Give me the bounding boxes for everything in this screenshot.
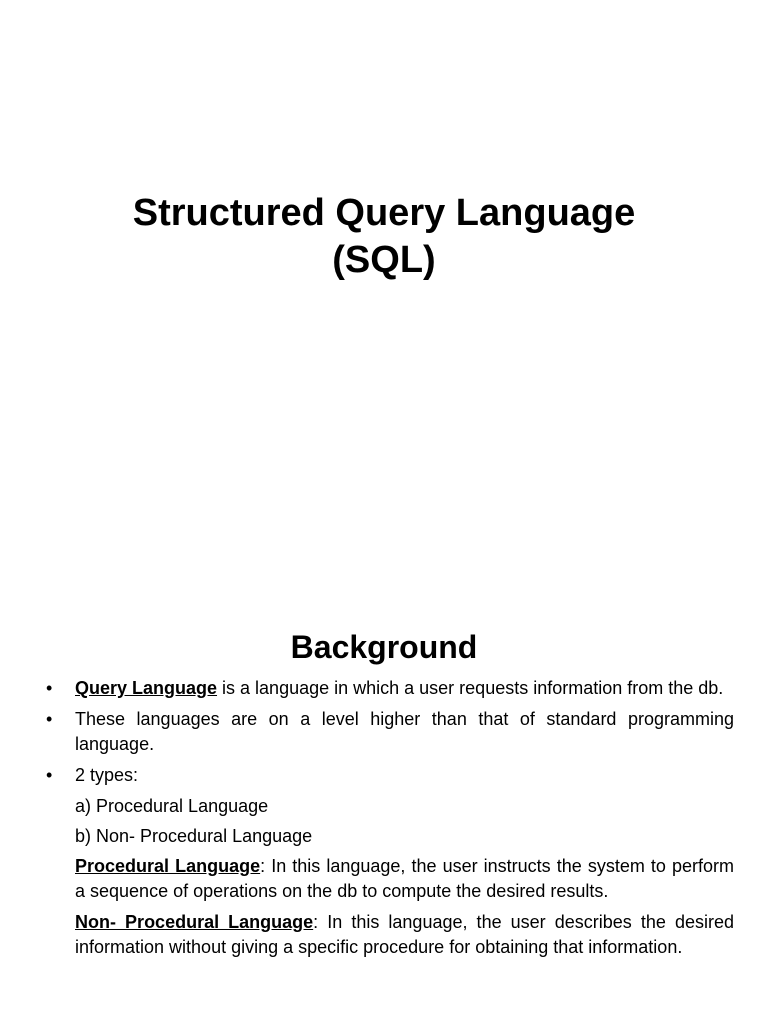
definition-non-procedural xyxy=(46,910,734,960)
slide-title xyxy=(0,190,768,284)
type-item-procedural: a) Procedural Language xyxy=(75,796,269,816)
slide-title-line-2: (SQL) xyxy=(332,239,436,281)
bullet-icon: • xyxy=(46,709,53,729)
bullet-item-types xyxy=(46,763,734,788)
content-body xyxy=(46,676,734,966)
bullet-text: is a language in which a user requests information from the db. xyxy=(217,678,724,698)
term-procedural-language: Procedural Language xyxy=(75,856,261,876)
term-non-procedural-language: Non- Procedural Language xyxy=(75,912,314,932)
type-item-non-procedural: b) Non- Procedural Language xyxy=(75,826,313,846)
bullet-item-higher-level xyxy=(46,707,734,757)
slide-title-line-1: Structured Query Language xyxy=(132,192,636,234)
definition-procedural xyxy=(46,854,734,904)
bullet-icon: • xyxy=(46,678,53,698)
section-heading: Background xyxy=(290,629,478,665)
term-query-language: Query Language xyxy=(75,678,218,698)
bullet-icon: • xyxy=(46,765,53,785)
bullet-item-query-language xyxy=(46,676,734,701)
definition-text: : In this language, the user describes the desired information without giving a specific procedure for obtaining that information. xyxy=(75,912,734,957)
definition-text: : In this language, the user instructs the system to perform a sequence of operations on the db to compute the desired results. xyxy=(75,856,735,901)
bullet-text: These languages are on a level higher than that of standard programming language. xyxy=(75,709,734,754)
bullet-text: 2 types: xyxy=(75,765,139,785)
